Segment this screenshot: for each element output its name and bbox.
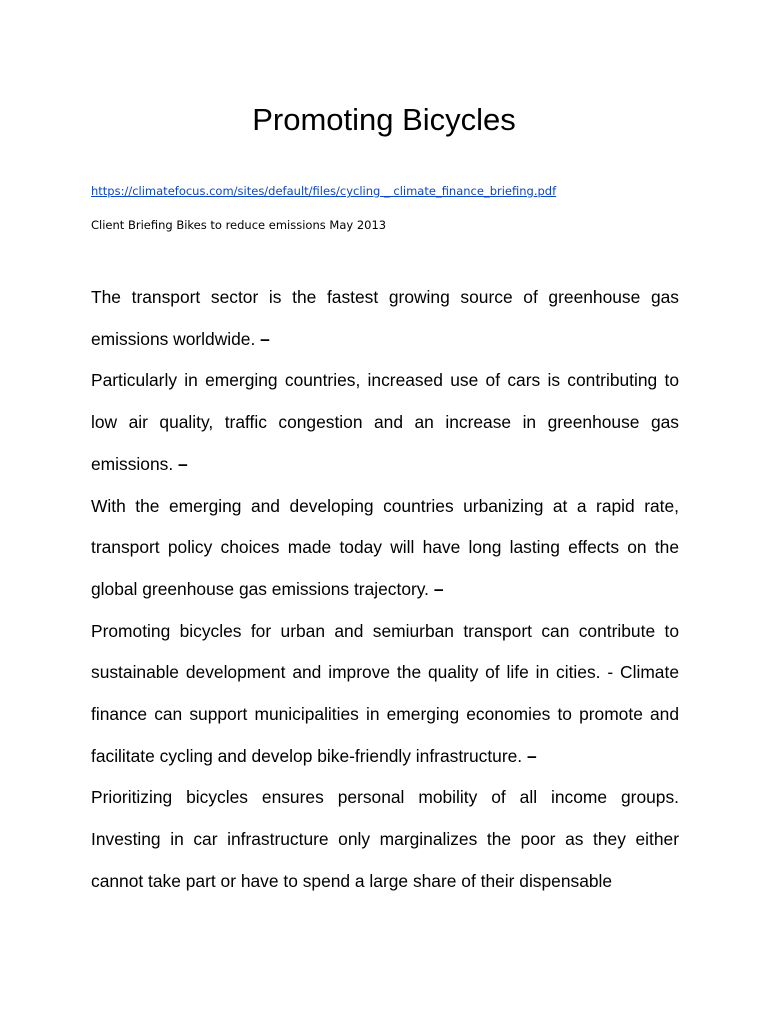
paragraph-4-dash: – [526, 745, 537, 766]
paragraph-4 [91, 611, 679, 778]
paragraph-5 [91, 777, 679, 902]
paragraph-1-dash: – [260, 328, 270, 349]
paragraph-4-text: Promoting bicycles for urban and semiurban transport can contribute to sustainable development and improve the quality of life in cities. - Climate finance can support municipalities in emerging economies to promote and facilitate cycling and develop bike-friendly infrastructure. [91, 620, 679, 766]
page-title: Promoting Bicycles [252, 102, 516, 137]
paragraph-1-text: The transport sector is the fastest growing source of greenhouse gas emissions worldwide. [91, 287, 679, 349]
paragraph-3 [91, 486, 679, 611]
paragraph-2-dash: – [177, 453, 188, 474]
source-link[interactable]: https://climatefocus.com/sites/default/files/cycling _ climate_finance_briefing.pdf [91, 184, 557, 198]
paragraph-2 [91, 360, 679, 485]
briefing-subtitle: Client Briefing Bikes to reduce emissions May 2013 [91, 218, 387, 232]
paragraph-5-text: Prioritizing bicycles ensures personal mobility of all income groups. Investing in car infrastructure only marginalizes the poor as they either cannot take part or have to spend a large share of their dispensable [91, 787, 679, 891]
paragraph-3-text: With the emerging and developing countries urbanizing at a rapid rate, transport policy choices made today will have long lasting effects on the global greenhouse gas emissions trajectory. [91, 495, 679, 599]
body-text [91, 277, 679, 903]
paragraph-3-dash: – [433, 578, 444, 599]
paragraph-1 [91, 277, 679, 360]
paragraph-2-text: Particularly in emerging countries, increased use of cars is contributing to low air quality, traffic congestion and an increase in greenhouse gas emissions. [91, 370, 679, 474]
